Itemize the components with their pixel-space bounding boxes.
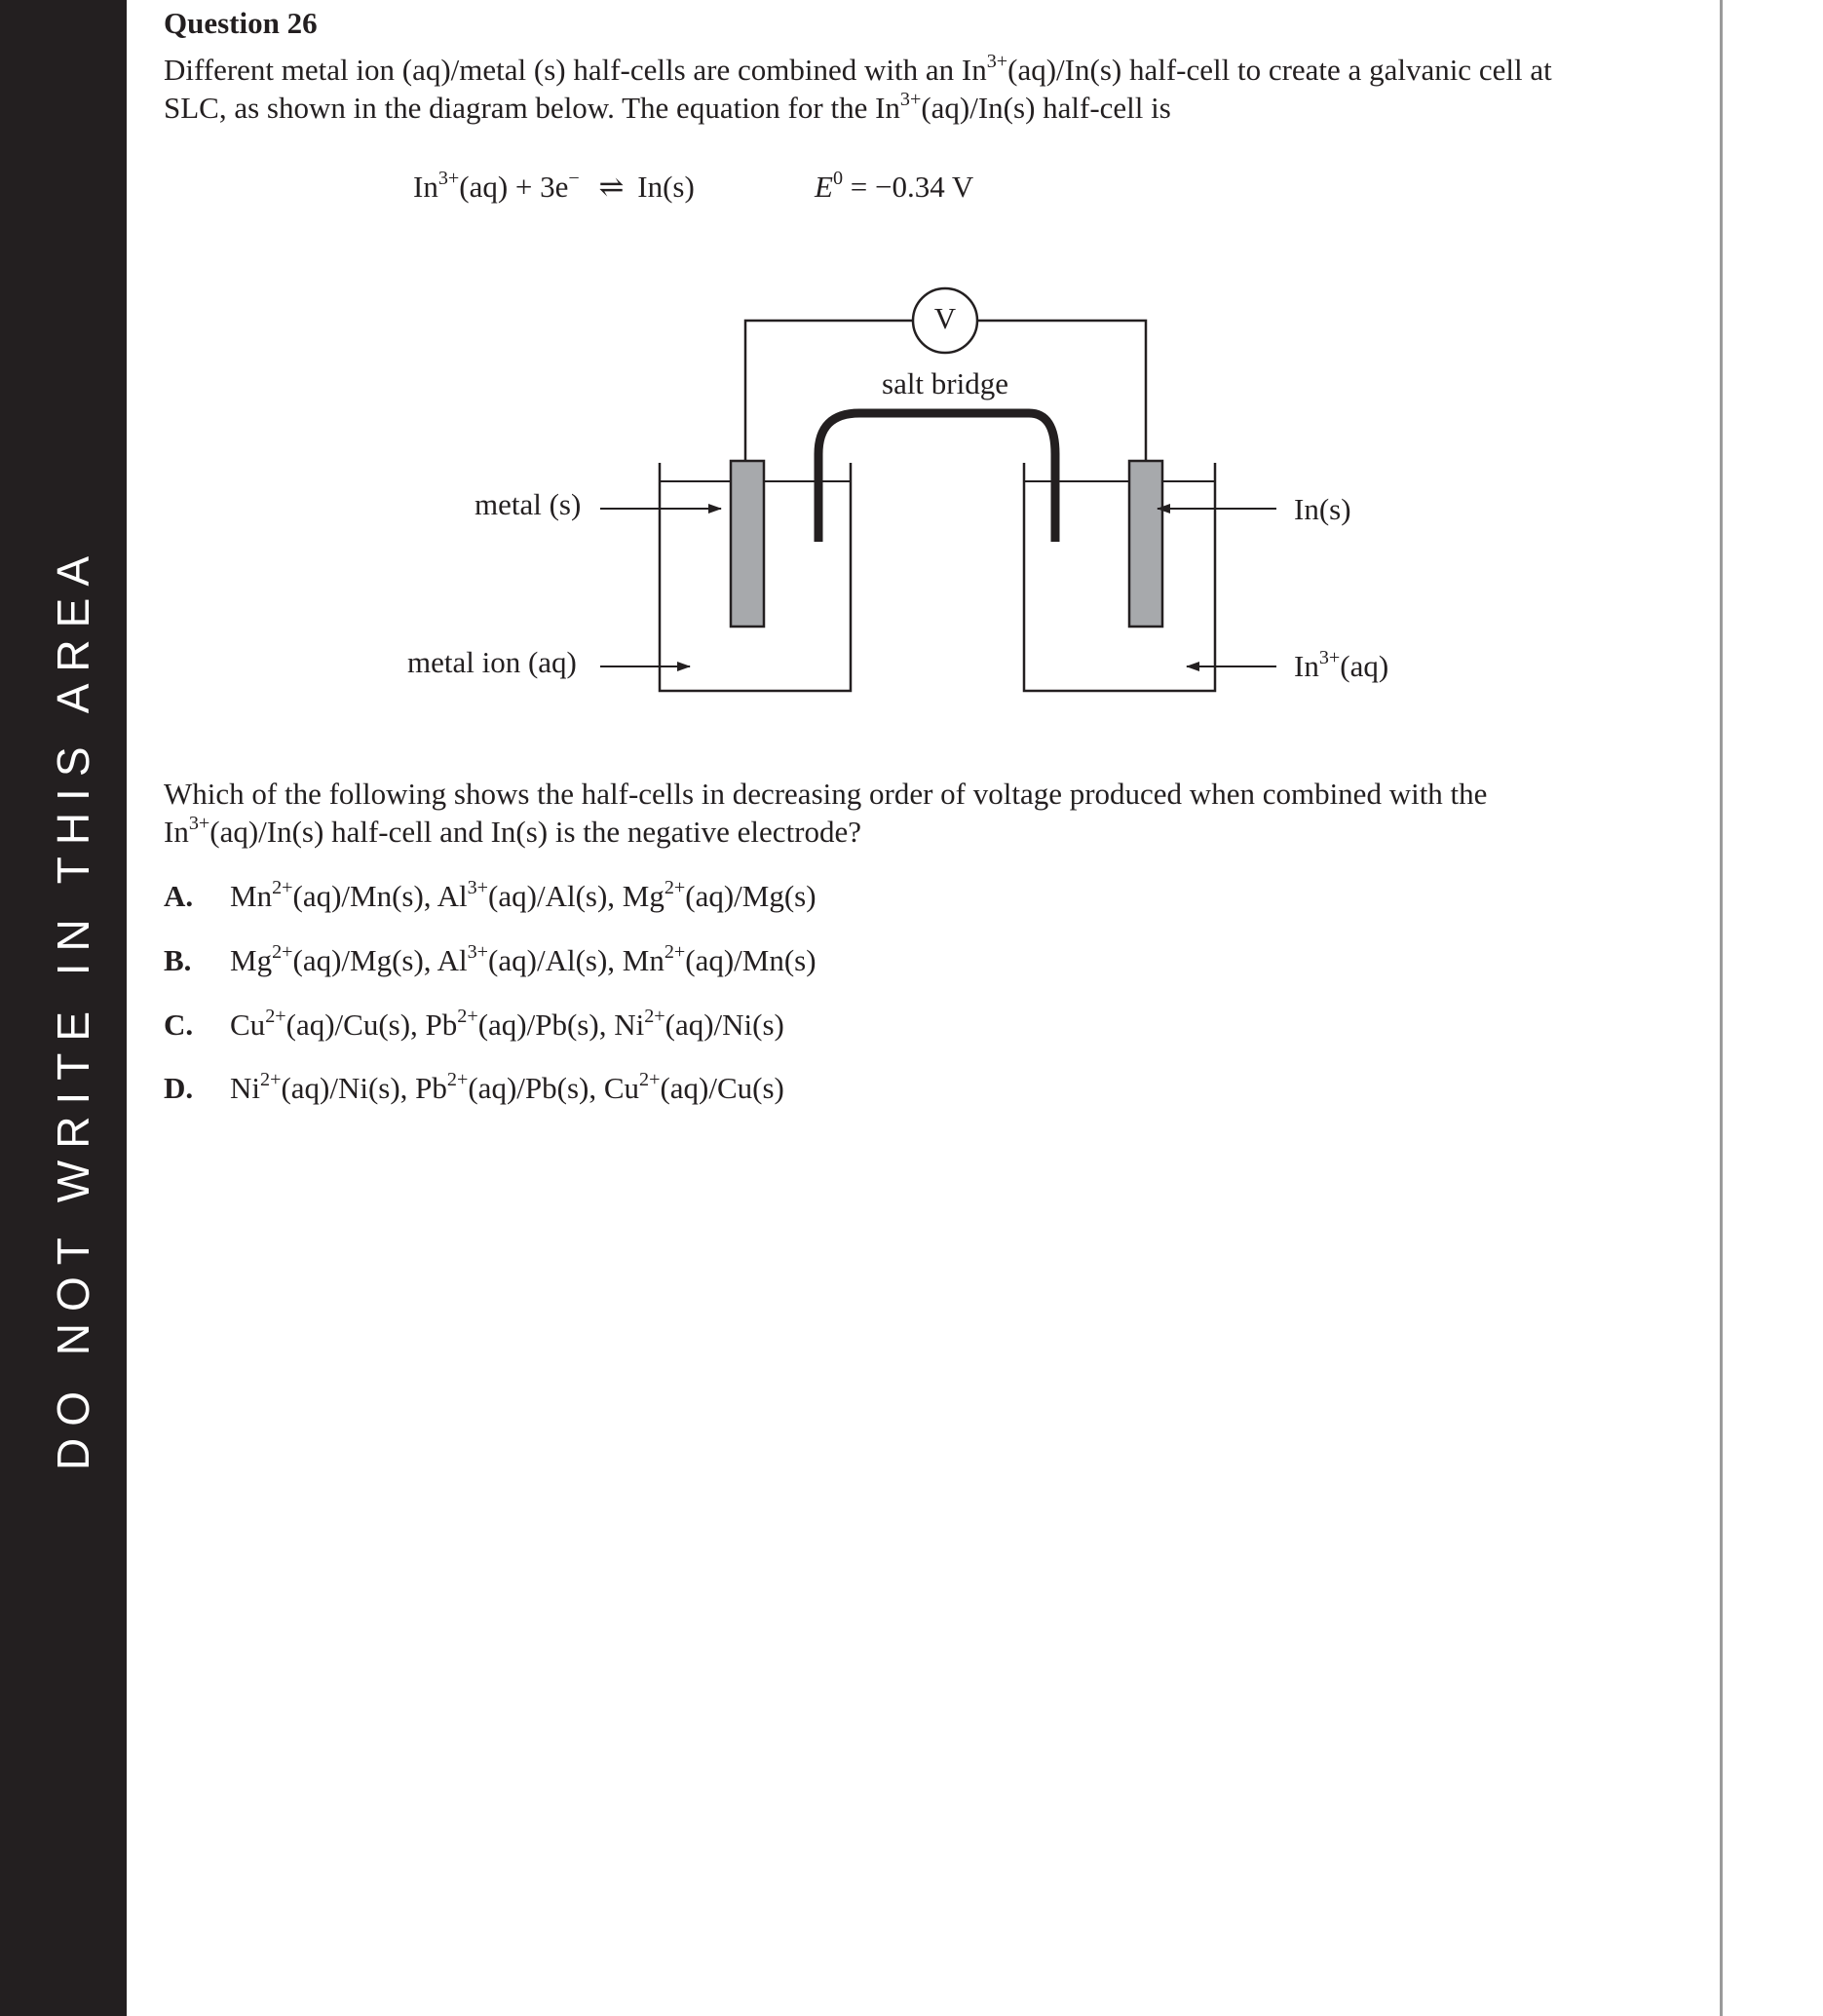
option-sup: 2+ (664, 876, 686, 898)
option-sup: 3+ (467, 876, 489, 898)
option-d[interactable] (164, 1068, 784, 1106)
intro-text: (aq)/In(s) half-cell to create a galvanic cell at (1007, 53, 1552, 87)
option-text: (aq)/Pb(s), Ni (477, 1008, 645, 1042)
page-right-border (1720, 0, 1723, 2016)
voltmeter-label: V (933, 301, 957, 335)
option-letter: D. (164, 1071, 194, 1105)
intro-sup: 3+ (899, 88, 922, 110)
equilibrium-arrow: ⇌ (598, 170, 625, 204)
prompt-line-1: Which of the following shows the half-cells in decreasing order of voltage produced when combined with the (164, 777, 1488, 811)
option-text: (aq)/Mg(s) (685, 879, 817, 913)
option-text: (aq)/Pb(s), Cu (468, 1071, 640, 1105)
option-b[interactable] (164, 940, 817, 978)
option-sup: 2+ (457, 1005, 478, 1027)
option-text: (aq)/Ni(s) (665, 1008, 784, 1042)
option-a[interactable] (164, 876, 817, 914)
potential-symbol: E (815, 170, 833, 204)
electron-sup: − (568, 167, 580, 189)
intro-sup: 3+ (986, 50, 1008, 72)
prompt-sup: 3+ (188, 812, 210, 834)
option-sup: 2+ (644, 1005, 665, 1027)
indium-ion-label (1294, 646, 1389, 684)
option-text: (aq)/Mg(s), Al (292, 943, 468, 977)
option-sup: 2+ (639, 1068, 661, 1090)
option-text: Mn (230, 879, 273, 913)
equation-text: (aq) + 3e (459, 170, 569, 204)
equation-product: In(s) (637, 170, 695, 204)
option-sup: 3+ (467, 940, 489, 963)
option-text: Mg (230, 943, 273, 977)
option-text: (aq)/Mn(s) (685, 943, 817, 977)
option-text: (aq)/Mn(s), Al (292, 879, 468, 913)
option-text: (aq)/Cu(s) (660, 1071, 784, 1105)
do-not-write-notice: DO NOT WRITE IN THIS AREA (48, 544, 98, 1471)
intro-text: Different metal ion (aq)/metal (s) half-cells are combined with an In (164, 53, 987, 87)
equation-text: In (413, 170, 438, 204)
metal-ion-label: metal ion (aq) (407, 645, 577, 679)
potential-value: = −0.34 V (843, 170, 974, 204)
option-letter: A. (164, 879, 194, 913)
prompt-text: (aq)/In(s) half-cell and In(s) is the negative electrode? (209, 815, 862, 849)
prompt-line-2 (164, 812, 862, 850)
equation-sup: 3+ (437, 167, 460, 189)
option-sup: 2+ (272, 876, 293, 898)
option-text: (aq)/Cu(s), Pb (285, 1008, 458, 1042)
indium-ion-text: (aq) (1340, 649, 1389, 683)
indium-ion-sup: 3+ (1318, 646, 1341, 668)
option-sup: 2+ (260, 1068, 282, 1090)
metal-electrode (731, 461, 764, 627)
option-text: (aq)/Ni(s), Pb (281, 1071, 447, 1105)
option-sup: 2+ (446, 1068, 469, 1090)
option-sup: 2+ (664, 940, 686, 963)
option-c[interactable] (164, 1005, 784, 1043)
option-letter: C. (164, 1008, 194, 1042)
salt-bridge (818, 413, 1055, 542)
question-title: Question 26 (164, 6, 318, 40)
intro-text: SLC, as shown in the diagram below. The equation for the In (164, 91, 900, 125)
intro-text: (aq)/In(s) half-cell is (921, 91, 1171, 125)
side-strip (0, 0, 127, 2016)
indium-electrode (1129, 461, 1162, 627)
indium-solid-label: In(s) (1294, 492, 1351, 526)
option-text: Ni (230, 1071, 260, 1105)
option-letter: B. (164, 943, 192, 977)
option-text: Cu (230, 1008, 266, 1042)
indium-ion-text: In (1294, 649, 1319, 683)
galvanic-cell-diagram (164, 0, 1703, 721)
potential-sup: 0 (832, 167, 844, 189)
option-sup: 2+ (272, 940, 293, 963)
prompt-text: In (164, 815, 189, 849)
option-text: (aq)/Al(s), Mg (488, 879, 665, 913)
salt-bridge-label: salt bridge (882, 366, 1008, 400)
option-sup: 2+ (265, 1005, 286, 1027)
option-text: (aq)/Al(s), Mn (488, 943, 665, 977)
metal-solid-label: metal (s) (475, 487, 582, 521)
